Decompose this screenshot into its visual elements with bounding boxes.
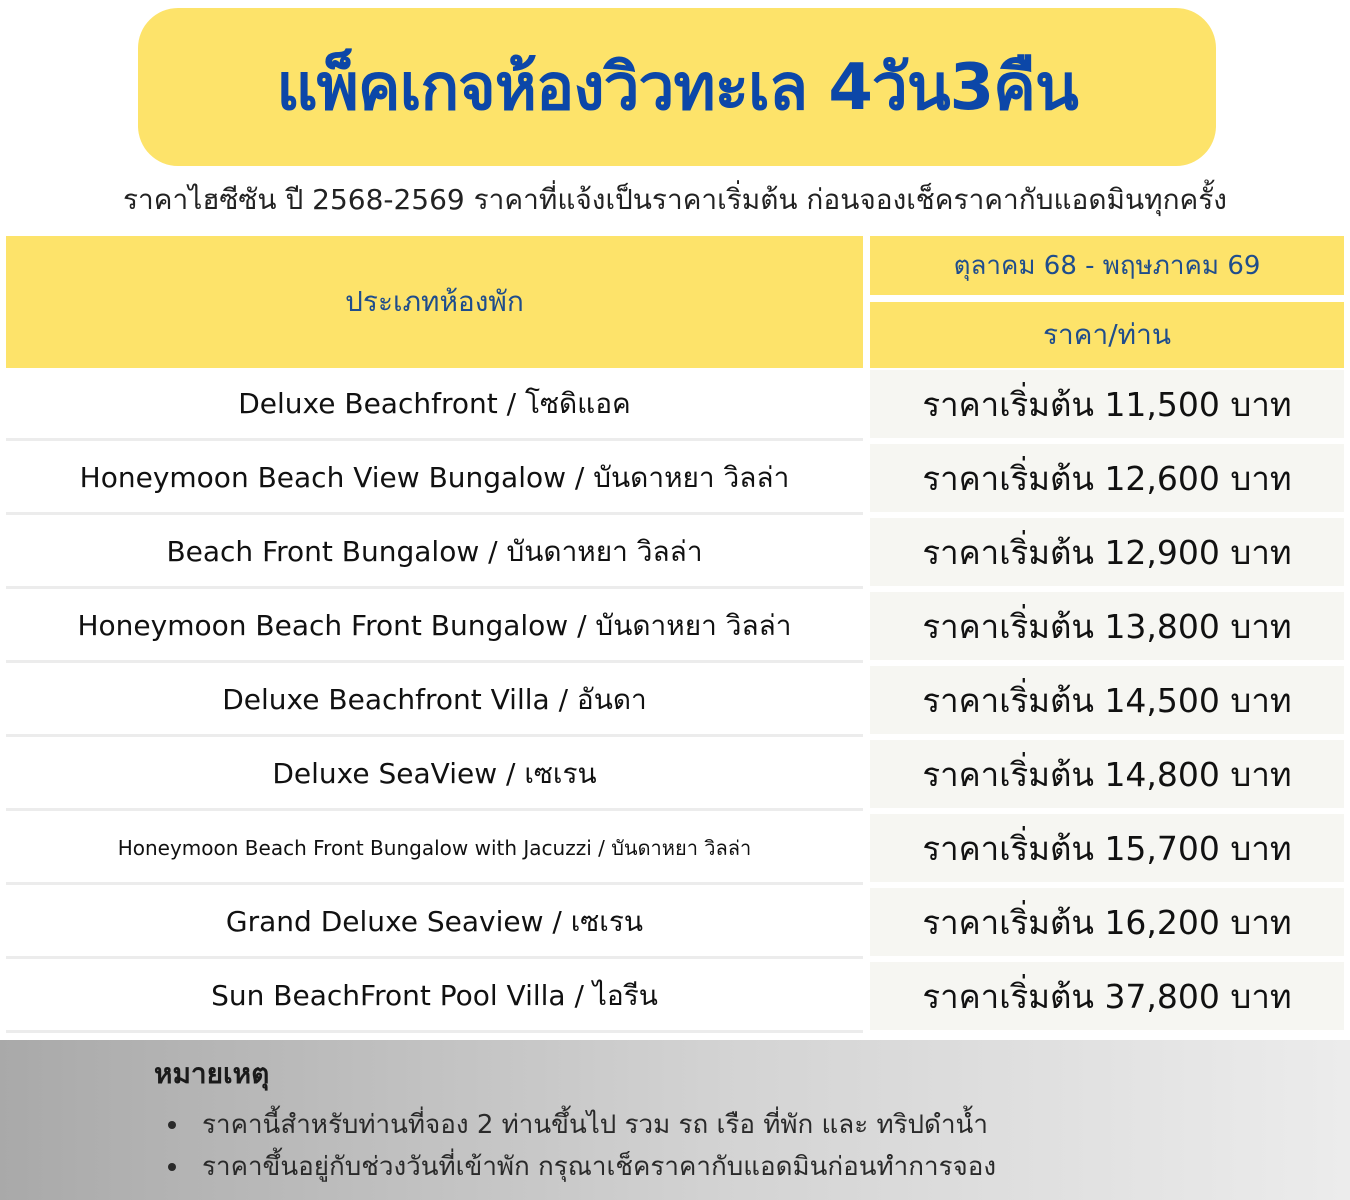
price-cell: ราคาเริ่มต้น 16,200 บาท bbox=[870, 888, 1344, 956]
price-cell: ราคาเริ่มต้น 14,500 บาท bbox=[870, 666, 1344, 734]
note-text: ราคาขึ้นอยู่กับช่วงวันที่เข้าพัก กรุณาเช็คราคากับแอดมินก่อนทำการจอง bbox=[202, 1152, 997, 1182]
room-type-cell: Honeymoon Beach Front Bungalow with Jacuzzi / บันดาหยา วิลล่า bbox=[6, 814, 863, 882]
table-row bbox=[6, 814, 1344, 888]
notes-title: หมายเหตุ bbox=[154, 1057, 270, 1090]
room-type-cell: Sun BeachFront Pool Villa / ไอรีน bbox=[6, 962, 863, 1030]
header-price: ราคา/ท่าน bbox=[870, 302, 1344, 368]
notes-section bbox=[0, 1040, 1350, 1200]
price-cell: ราคาเริ่มต้น 37,800 บาท bbox=[870, 962, 1344, 1030]
table-row bbox=[6, 444, 1344, 518]
room-type-cell: Deluxe SeaView / เซเรน bbox=[6, 740, 863, 808]
price-cell: ราคาเริ่มต้น 12,900 บาท bbox=[870, 518, 1344, 586]
table-row bbox=[6, 888, 1344, 962]
subtitle: ราคาไฮซีซัน ปี 2568-2569 ราคาที่แจ้งเป็นราคาเริ่มต้น ก่อนจองเช็คราคากับแอดมินทุกครั้ง bbox=[123, 183, 1227, 216]
price-table bbox=[6, 370, 1344, 1036]
price-cell: ราคาเริ่มต้น 12,600 บาท bbox=[870, 444, 1344, 512]
price-cell: ราคาเริ่มต้น 15,700 บาท bbox=[870, 814, 1344, 882]
list-item bbox=[168, 1104, 996, 1146]
bullet-icon bbox=[168, 1163, 176, 1171]
price-cell: ราคาเริ่มต้น 13,800 บาท bbox=[870, 592, 1344, 660]
room-type-cell: Grand Deluxe Seaview / เซเรน bbox=[6, 888, 863, 956]
table-row bbox=[6, 962, 1344, 1036]
price-cell: ราคาเริ่มต้น 11,500 บาท bbox=[870, 370, 1344, 438]
bullet-icon bbox=[168, 1121, 176, 1129]
price-cell: ราคาเริ่มต้น 14,800 บาท bbox=[870, 740, 1344, 808]
room-type-cell: Beach Front Bungalow / บันดาหยา วิลล่า bbox=[6, 518, 863, 586]
table-row bbox=[6, 666, 1344, 740]
room-type-cell: Honeymoon Beach View Bungalow / บันดาหยา วิลล่า bbox=[6, 444, 863, 512]
header-period: ตุลาคม 68 - พฤษภาคม 69 bbox=[870, 236, 1344, 295]
table-row bbox=[6, 740, 1344, 814]
table-row bbox=[6, 518, 1344, 592]
page-title: แพ็คเกจห้องวิวทะเล 4วัน3คืน bbox=[276, 51, 1078, 125]
room-type-cell: Deluxe Beachfront / โซดิแอค bbox=[6, 370, 863, 438]
room-type-cell: Honeymoon Beach Front Bungalow / บันดาหยา วิลล่า bbox=[6, 592, 863, 660]
header-room-type: ประเภทห้องพัก bbox=[6, 236, 863, 368]
note-text: ราคานี้สำหรับท่านที่จอง 2 ท่านขึ้นไป รวม รถ เรือ ที่พัก และ ทริปดำน้ำ bbox=[202, 1110, 988, 1140]
notes-list bbox=[168, 1104, 996, 1188]
table-row bbox=[6, 370, 1344, 444]
table-row bbox=[6, 592, 1344, 666]
list-item bbox=[168, 1146, 996, 1188]
title-banner bbox=[138, 8, 1216, 166]
room-type-cell: Deluxe Beachfront Villa / อันดา bbox=[6, 666, 863, 734]
